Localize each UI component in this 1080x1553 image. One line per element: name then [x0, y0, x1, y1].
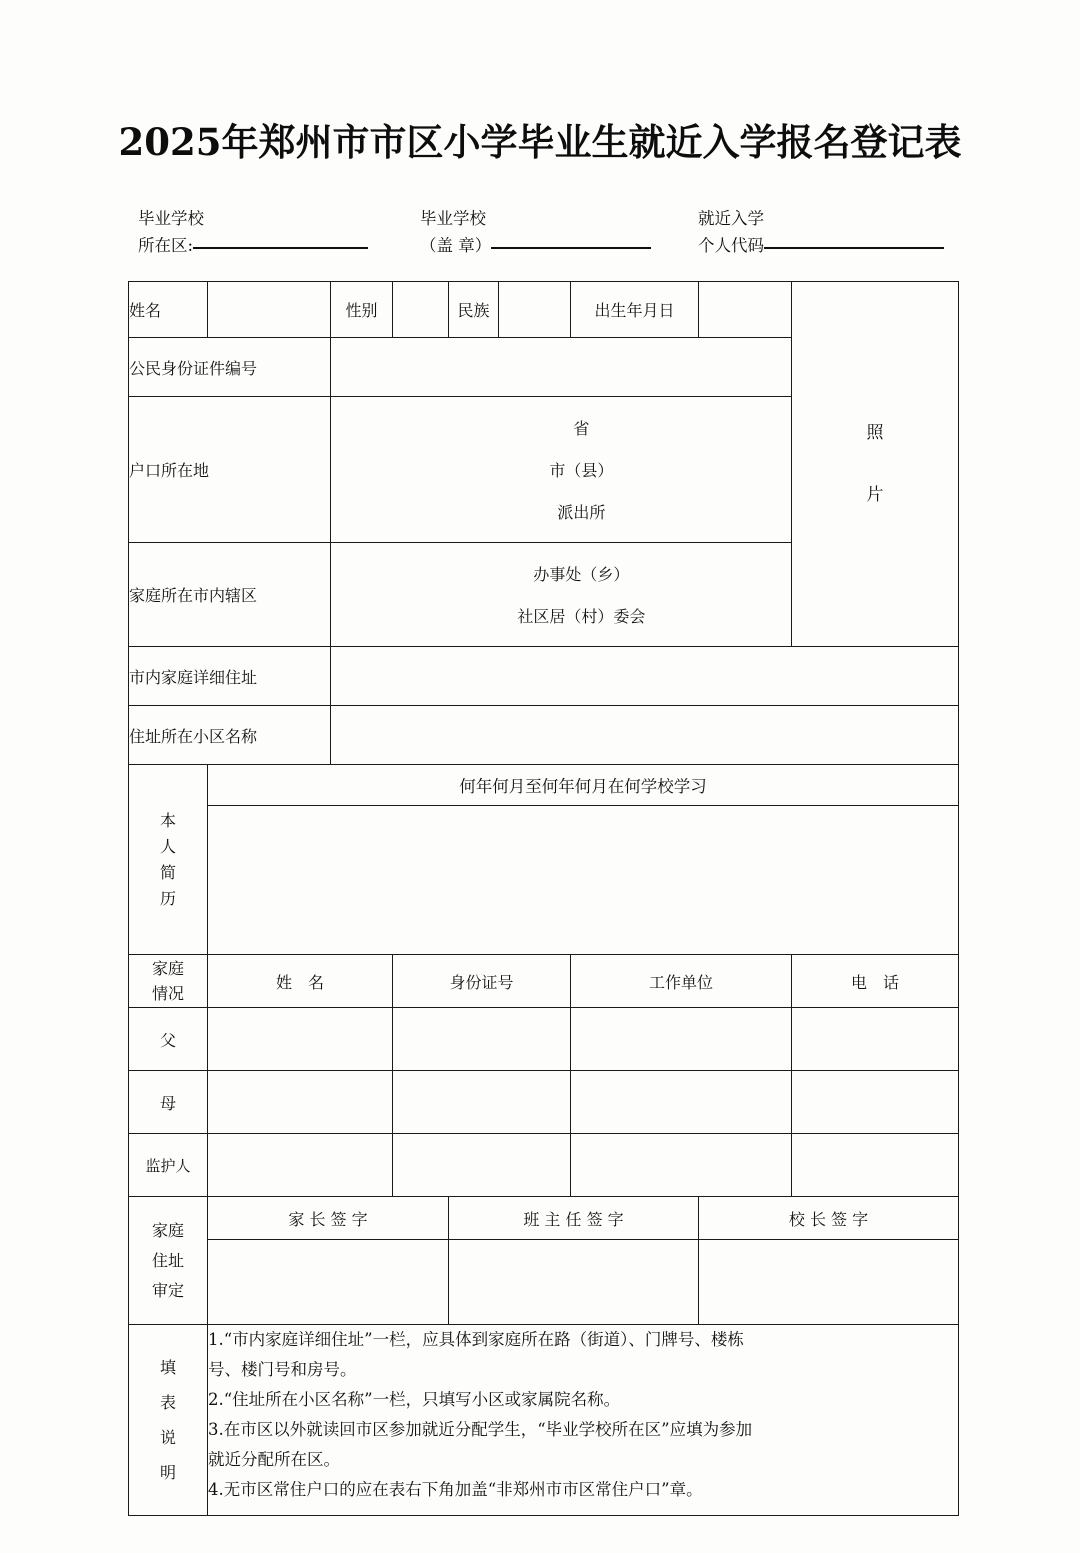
- address-label: 市内家庭详细住址: [129, 647, 331, 706]
- family-col-name: 姓 名: [208, 955, 393, 1008]
- family-label-char-1: 情况: [151, 984, 184, 1003]
- resume-label-char-2: 简: [159, 862, 176, 882]
- gender-input[interactable]: [393, 282, 449, 338]
- instructions-label-char-3: 明: [159, 1463, 176, 1482]
- district-label: 家庭所在市内辖区: [129, 543, 331, 647]
- resume-label-char-0: 本: [159, 810, 176, 830]
- father-phone-input[interactable]: [792, 1008, 959, 1071]
- family-col-phone: 电 话: [792, 955, 959, 1008]
- table-row-resume-body: [129, 806, 959, 955]
- graduating-school-seal-input[interactable]: [491, 247, 651, 249]
- instruction-item-4: 4.无市区常住户口的应在表右下角加盖“非郑州市市区常住户口”章。: [208, 1480, 703, 1499]
- principal-signature-input[interactable]: [699, 1240, 959, 1325]
- registration-table: [128, 281, 959, 1516]
- table-row-verify-body: [129, 1240, 959, 1325]
- graduating-school-district-line1: 毕业学校: [138, 209, 204, 228]
- id-number-input[interactable]: [331, 338, 792, 397]
- instructions-label-char-2: 说: [159, 1428, 176, 1447]
- graduating-school-seal-line1: 毕业学校: [420, 209, 486, 228]
- photo-cell[interactable]: [792, 282, 959, 647]
- birthdate-label: 出生年月日: [571, 282, 699, 338]
- name-input[interactable]: [208, 282, 331, 338]
- guardian-name-input[interactable]: [208, 1134, 393, 1197]
- personal-code-line2: 个人代码: [698, 236, 764, 255]
- resume-label: [129, 765, 208, 955]
- guardian-phone-input[interactable]: [792, 1134, 959, 1197]
- community-label: 住址所在小区名称: [129, 706, 331, 765]
- hukou-input[interactable]: [331, 397, 792, 543]
- table-row-instructions: [129, 1325, 959, 1516]
- table-row-resume-header: [129, 765, 959, 806]
- table-row-father: [129, 1008, 959, 1071]
- header-fields: [128, 205, 958, 267]
- mother-workplace-input[interactable]: [571, 1071, 792, 1134]
- page-title: 2025年郑州市市区小学毕业生就近入学报名登记表: [118, 120, 962, 164]
- father-name-input[interactable]: [208, 1008, 393, 1071]
- table-row-family-header: [129, 955, 959, 1008]
- table-row-community: [129, 706, 959, 765]
- graduating-school-seal-line2: （盖 章）: [420, 236, 492, 255]
- verify-col-principal: 校 长 签 字: [699, 1197, 959, 1240]
- name-label: 姓名: [129, 282, 208, 338]
- hukou-city-label: 市（县）: [549, 461, 614, 480]
- verify-label-char-1: 住址: [151, 1250, 184, 1270]
- personal-code-field: [698, 205, 944, 259]
- birthdate-input[interactable]: [699, 282, 792, 338]
- resume-label-char-1: 人: [159, 836, 176, 856]
- father-label: 父: [129, 1008, 208, 1071]
- father-id-input[interactable]: [393, 1008, 571, 1071]
- district-office-label: 办事处（乡）: [533, 565, 630, 584]
- photo-char-2: 片: [866, 485, 884, 505]
- table-row-basic-info: [129, 282, 959, 338]
- mother-id-input[interactable]: [393, 1071, 571, 1134]
- id-number-label: 公民身份证件编号: [129, 338, 331, 397]
- instructions-label-char-1: 表: [159, 1393, 176, 1412]
- ethnicity-label: 民族: [449, 282, 499, 338]
- ethnicity-input[interactable]: [499, 282, 571, 338]
- verify-label-char-2: 审定: [151, 1280, 184, 1300]
- hukou-police-label: 派出所: [557, 503, 606, 522]
- mother-label: 母: [129, 1071, 208, 1134]
- instruction-item-3-cont: 就近分配所在区。: [208, 1450, 340, 1469]
- table-row-guardian: [129, 1134, 959, 1197]
- teacher-signature-input[interactable]: [449, 1240, 699, 1325]
- verify-label: [129, 1197, 208, 1325]
- family-col-id: 身份证号: [393, 955, 571, 1008]
- family-label-char-0: 家庭: [151, 959, 184, 978]
- graduating-school-seal-field: [420, 205, 651, 259]
- photo-char-1: 照: [866, 423, 884, 443]
- hukou-province-label: 省: [573, 419, 590, 438]
- address-input[interactable]: [331, 647, 959, 706]
- table-row-address: [129, 647, 959, 706]
- instruction-item-2: 2.“住址所在小区名称”一栏，只填写小区或家属院名称。: [208, 1390, 621, 1409]
- guardian-id-input[interactable]: [393, 1134, 571, 1197]
- instructions-label: [129, 1325, 208, 1516]
- gender-label: 性别: [331, 282, 393, 338]
- community-input[interactable]: [331, 706, 959, 765]
- father-workplace-input[interactable]: [571, 1008, 792, 1071]
- instructions-label-char-0: 填: [159, 1358, 176, 1377]
- mother-name-input[interactable]: [208, 1071, 393, 1134]
- hukou-label: 户口所在地: [129, 397, 331, 543]
- graduating-school-district-field: [138, 205, 368, 259]
- family-label: [129, 955, 208, 1008]
- resume-column-header: 何年何月至何年何月在何学校学习: [208, 765, 959, 806]
- guardian-workplace-input[interactable]: [571, 1134, 792, 1197]
- resume-label-char-3: 历: [159, 888, 176, 908]
- graduating-school-district-input[interactable]: [193, 247, 368, 249]
- verify-col-teacher: 班 主 任 签 字: [449, 1197, 699, 1240]
- graduating-school-district-line2: 所在区:: [138, 236, 194, 255]
- table-row-mother: [129, 1071, 959, 1134]
- verify-col-parent: 家 长 签 字: [208, 1197, 449, 1240]
- mother-phone-input[interactable]: [792, 1071, 959, 1134]
- personal-code-input[interactable]: [764, 247, 944, 249]
- verify-label-char-0: 家庭: [151, 1220, 184, 1240]
- family-col-workplace: 工作单位: [571, 955, 792, 1008]
- parent-signature-input[interactable]: [208, 1240, 449, 1325]
- instruction-item-3: 3.在市区以外就读回市区参加就近分配学生，“毕业学校所在区”应填为参加: [208, 1420, 753, 1439]
- guardian-label: 监护人: [129, 1134, 208, 1197]
- instructions-text: [208, 1325, 959, 1516]
- instruction-item-1: 1.“市内家庭详细住址”一栏，应具体到家庭所在路（街道）、门牌号、楼栋: [208, 1330, 744, 1349]
- district-committee-label: 社区居（村）委会: [517, 607, 646, 626]
- resume-input[interactable]: [208, 806, 959, 955]
- instruction-item-1-cont: 号、楼门号和房号。: [208, 1360, 357, 1379]
- personal-code-line1: 就近入学: [698, 209, 764, 228]
- table-row-verify-header: [129, 1197, 959, 1240]
- district-input[interactable]: [331, 543, 792, 647]
